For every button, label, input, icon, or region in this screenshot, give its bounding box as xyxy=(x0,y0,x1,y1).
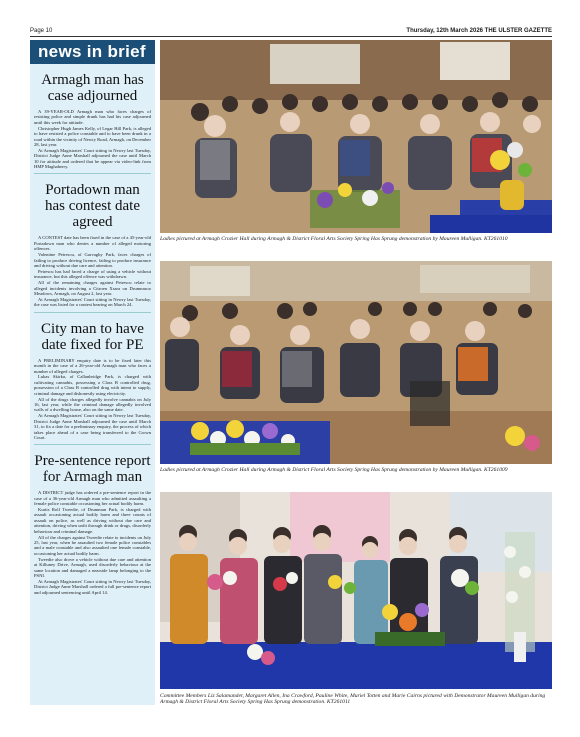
story-paragraph: Christopher Hugh James Kelly, of Legar Hill Park, is alleged to have resisted a police constable and to have been drunk in a road within the vicinity of Newry Road, Armagh, on December 28, last year. xyxy=(34,125,151,147)
divider xyxy=(34,173,151,174)
story-paragraph: A DISTRICT judge has ordered a pre-sentence report in the case of a 36-year-old Armagh man who admitted assaulting a female police constable occasioning her actual bodily harm. xyxy=(34,490,151,507)
story-paragraph: All of the drugs charges allegedly involve cannabis on July 16, last year, while the criminal damage allegedly involved walls of a dwelling house, also on the same date. xyxy=(34,396,151,413)
story-paragraph: Lukas Skirka, of Callanbridge Park, is charged with cultivating cannabis, possessing a Class B controlled drug, possession of a Class B controlled drug with intent to supply, criminal damage and dishonestly using electricity. xyxy=(34,374,151,396)
story-4 xyxy=(30,453,155,595)
story-paragraph: A 39-YEAR-OLD Armagh man who faces charges of resisting police and simple drunk has had his case adjourned until this week for attitude. xyxy=(34,109,151,125)
section-banner: news in brief xyxy=(30,40,155,64)
story-3 xyxy=(30,321,155,441)
photo-2-illustration xyxy=(160,261,552,464)
photo-3-caption: Committee Members Liz Salamander, Margaret Allen, Ina Crawford, Pauline White, Muriel Totten and Marie Cairns pictured with Demonstrator Maureen Mulligan during Armagh & District Floral Arts Society Spring Has Sprung demonstration. KT261011 xyxy=(160,693,546,706)
photo-1-caption: Ladies pictured at Armagh Crozier Hall during Armagh & District Floral Arts Society Spring Has Sprung demonstration by Maureen Mulligan. KT261010 xyxy=(160,236,508,242)
story-paragraph: At Armagh Magistrates' Court sitting in Newry last Tuesday, the case was listed for a contest hearing on March 24. xyxy=(34,296,151,308)
story-headline: Portadown man has contest date agreed xyxy=(45,182,140,231)
story-paragraph: Kurtis Rolf Tweedie, of Drumman Park, is charged with assault occasioning actual bodily harm and three counts of assault on police, as well as driving without due care and attention, driving when unfit through drink or drugs, disorderly behaviour and criminal damage. xyxy=(34,507,151,534)
page-header xyxy=(30,27,552,37)
photo-1-illustration xyxy=(160,40,552,233)
page-number: Page 10 xyxy=(30,28,53,34)
story-headline: City man to have date fixed for PE xyxy=(41,320,144,353)
photo-committee xyxy=(160,492,552,689)
story-paragraph: At Armagh Magistrates' Court sitting in Newry last Tuesday, District Judge Anne Marshall ordered a full pre-sentence report and adjourned sentencing until April 14. xyxy=(34,578,151,595)
story-paragraph: A PRELIMINARY enquiry date is to be fixed later this month in the case of a 26-year-old Armagh man who faces a number of alleged charges. xyxy=(34,357,151,374)
story-headline: Armagh man has case adjourned xyxy=(41,72,144,104)
story-body xyxy=(34,109,151,169)
story-paragraph: Tweedie also drove a vehicle without due care and attention at Killuney Drive, Armagh, used disorderly behaviour at the same location and damaged a nearside lamp belonging to the PSNI. xyxy=(34,556,151,578)
story-paragraph: Petrescu has had faced a charge of using a vehicle without insurance, but this alleged offence was withdrawn. xyxy=(34,268,151,280)
story-paragraph: Valentine Petrescu, of Garvaghy Park, faces charges of failing to produce driving licence, failing to produce insurance and driving without due care and attention. xyxy=(34,252,151,268)
story-paragraph: At Armagh Magistrates' Court sitting in Newry last Tuesday, District Judge Anne Marshall adjourned the case until March 10 for attitude and ordered that he appear via video-link from HMP Maghaberry. xyxy=(34,147,151,170)
story-body xyxy=(34,235,151,307)
story-headline: Pre-sentence report for Armagh man xyxy=(34,453,151,486)
photo-3-illustration xyxy=(160,492,552,689)
photo-2-caption: Ladies pictured at Armagh Crozier Hall during Armagh & District Floral Arts Society Spring Has Sprung demonstration by Maureen Mulligan. KT261009 xyxy=(160,467,508,473)
story-paragraph: All of the charges against Tweedie relate to incidents on July 25, last year, when he assaulted two female police constables and a male constable and also assaulted one female constable, occasioning her actual bodily harm. xyxy=(34,534,151,556)
story-paragraph: At Armagh Magistrates' Court sitting in Newry last Tuesday, District Judge Anne Marshall adjourned the case until March 31, to fix a date for a preliminary enquiry, the process of which takes place ahead of a case being transferred to the Crown Court. xyxy=(34,413,151,440)
news-in-brief-column xyxy=(30,40,155,705)
divider xyxy=(34,444,151,445)
story-1 xyxy=(30,72,155,169)
date-and-paper: Thursday, 12th March 2026 THE ULSTER GAZETTE xyxy=(406,28,552,34)
story-body xyxy=(34,490,151,595)
story-body xyxy=(34,358,151,441)
divider xyxy=(34,312,151,313)
photo-audience-1 xyxy=(160,40,552,233)
story-paragraph: A CONTEST date has been fixed in the case of a 45-year-old Portadown man who denies a number of alleged motoring offences. xyxy=(34,235,151,252)
photo-column xyxy=(160,40,552,705)
story-paragraph: All of the remaining charges against Petrescu relate to alleged incidents involving a Citroen Xsara on Drumnasoo Meadows, Armagh, on August 2, last year. xyxy=(34,280,151,297)
story-2 xyxy=(30,182,155,307)
photo-audience-2 xyxy=(160,261,552,464)
